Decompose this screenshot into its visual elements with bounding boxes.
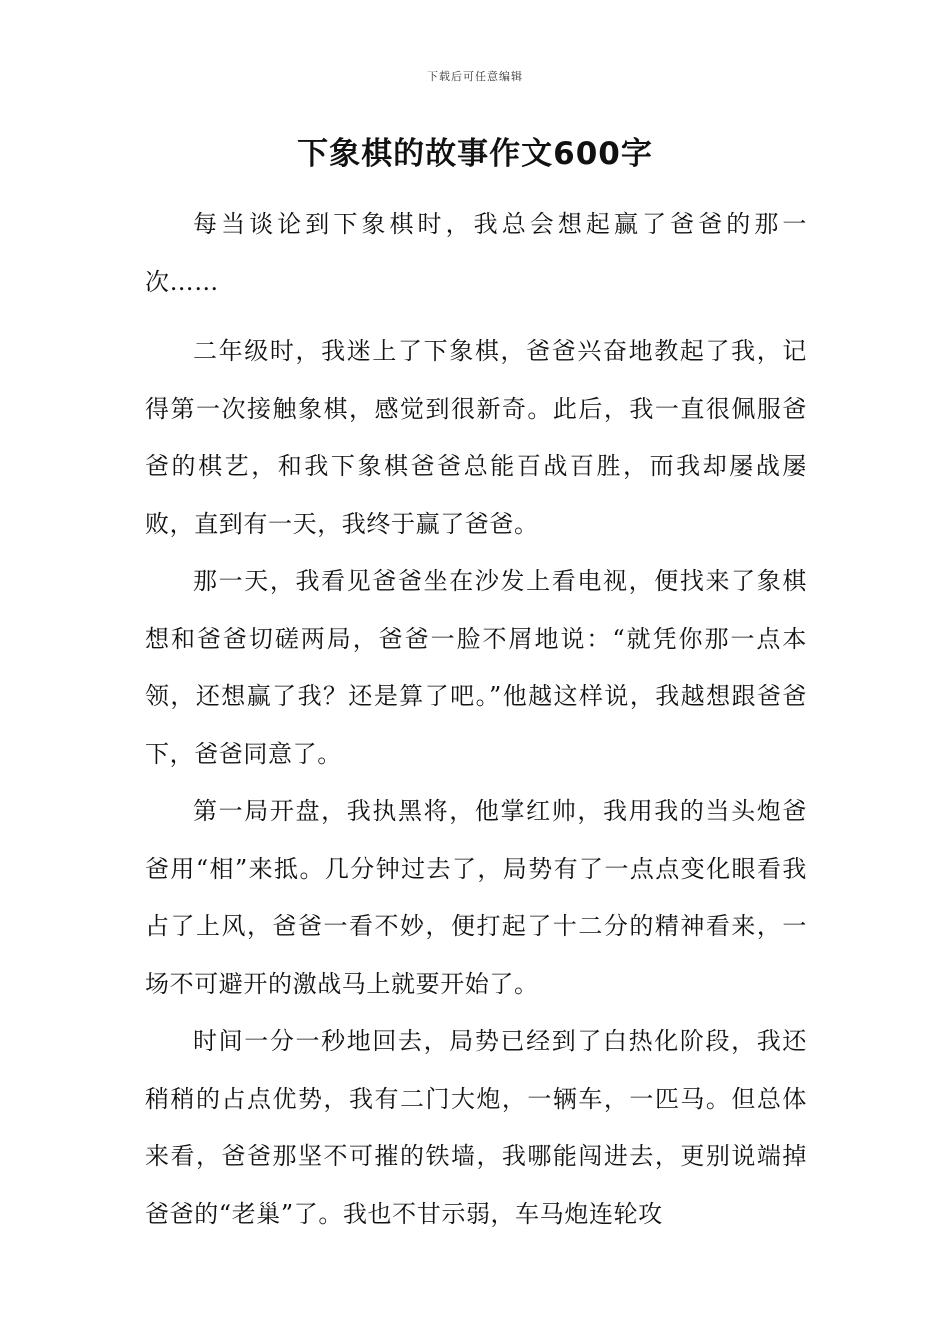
paragraph-4: 第一局开盘，我执黑将，他掌红帅，我用我的当头炮爸爸用“相”来抵。几分钟过去了，局势有了一点点变化眼看我占了上风，爸爸一看不妙，便打起了十二分的精神看来，一场不可避开的激战马上就要开始了。 <box>145 797 807 998</box>
paragraph-1: 每当谈论到下象棋时，我总会想起赢了爸爸的那一次…… <box>145 210 807 296</box>
paragraph-3: 那一天，我看见爸爸坐在沙发上看电视，便找来了象棋想和爸爸切磋两局，爸爸一脸不屑地说：“就凭你那一点本领，还想赢了我？还是算了吧。”他越这样说，我越想跟爸爸下，爸爸同意了。 <box>145 567 807 768</box>
header-note: 下载后可任意编辑 <box>427 70 523 83</box>
paragraph-5: 时间一分一秒地回去，局势已经到了白热化阶段，我还稍稍的占点优势，我有二门大炮，一辆车，一匹马。但总体来看，爸爸那坚不可摧的铁墙，我哪能闯进去，更别说端掉爸爸的“老巢”了。我也不甘示弱，车马炮连轮攻 <box>145 1027 807 1228</box>
paragraph-2: 二年级时，我迷上了下象棋，爸爸兴奋地教起了我，记得第一次接触象棋，感觉到很新奇。此后，我一直很佩服爸爸的棋艺，和我下象棋爸爸总能百战百胜，而我却屡战屡败，直到有一天，我终于赢了爸爸。 <box>145 337 807 538</box>
document-title: 下象棋的故事作文600字 <box>297 136 653 172</box>
document-body <box>145 196 807 1243</box>
